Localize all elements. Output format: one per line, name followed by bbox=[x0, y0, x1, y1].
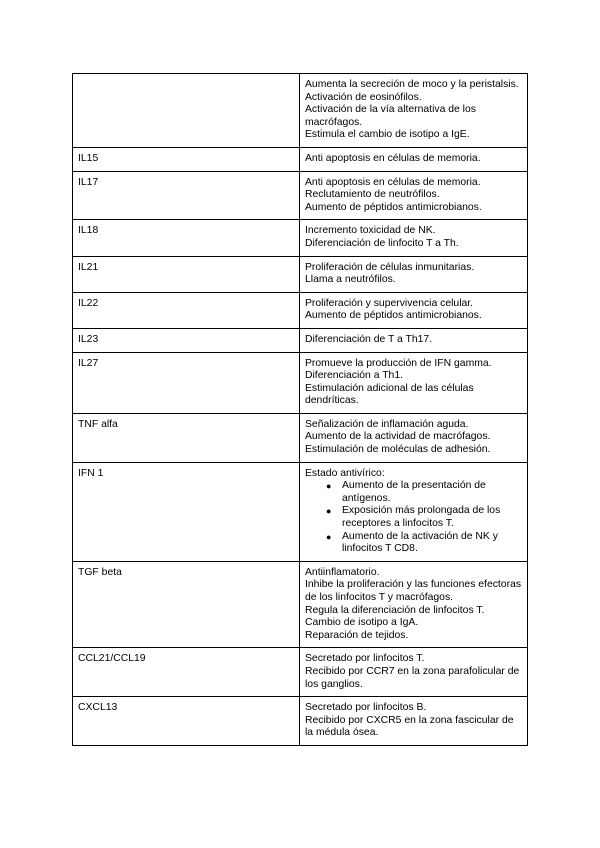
cytokine-function-cell bbox=[300, 352, 528, 413]
bullet-icon: ● bbox=[326, 506, 332, 517]
table-row bbox=[73, 352, 528, 413]
cytokine-function-cell bbox=[300, 171, 528, 220]
cytokine-name-cell: TGF beta bbox=[73, 561, 300, 648]
cytokine-function-cell bbox=[300, 462, 528, 561]
cytokine-function-cell bbox=[300, 561, 528, 648]
cytokine-name-cell: IL23 bbox=[73, 328, 300, 352]
list-item bbox=[326, 530, 523, 556]
function-line: Cambio de isotipo a IgA. bbox=[305, 617, 419, 629]
cytokine-function-cell bbox=[300, 147, 528, 171]
bullet-text: Aumento de la activación de NK y linfocitos T CD8. bbox=[342, 530, 498, 555]
function-line: Secretado por linfocitos T. bbox=[305, 653, 425, 665]
cytokine-name-cell: IL15 bbox=[73, 147, 300, 171]
table-row bbox=[73, 462, 528, 561]
function-line: Reparación de tejidos. bbox=[305, 629, 409, 641]
function-line: Inhibe la proliferación y las funciones efectoras de los linfocitos T y macrófagos. bbox=[305, 579, 522, 603]
bullet-icon: ● bbox=[326, 531, 332, 542]
bullet-list bbox=[305, 480, 523, 556]
function-line: Diferenciación a Th1. bbox=[305, 370, 403, 382]
function-line: Proliferación de células inmunitarias. bbox=[305, 261, 475, 273]
cytokine-function-cell bbox=[300, 292, 528, 328]
function-line: Señalización de inflamación aguda. bbox=[305, 418, 469, 430]
function-line: Promueve la producción de IFN gamma. bbox=[305, 357, 492, 369]
bullet-text: Exposición más prolongada de los receptores a linfocitos T. bbox=[342, 505, 501, 530]
table-row bbox=[73, 561, 528, 648]
function-line: Anti apoptosis en células de memoria. bbox=[305, 176, 481, 188]
table-row bbox=[73, 328, 528, 352]
function-line: Llama a neutrófilos. bbox=[305, 274, 396, 286]
cytokine-name-cell: CCL21/CCL19 bbox=[73, 648, 300, 697]
function-line: Aumento de péptidos antimicrobianos. bbox=[305, 310, 482, 322]
function-line: Anti apoptosis en células de memoria. bbox=[305, 152, 481, 164]
function-line: Regula la diferenciación de linfocitos T. bbox=[305, 604, 485, 616]
cytokine-name-cell: IL22 bbox=[73, 292, 300, 328]
function-line: Antiinflamatorio. bbox=[305, 566, 380, 578]
cytokine-function-cell bbox=[300, 697, 528, 746]
cytokine-function-cell bbox=[300, 328, 528, 352]
function-line: Aumento de la actividad de macrófagos. bbox=[305, 431, 491, 443]
table-row bbox=[73, 256, 528, 292]
table-row bbox=[73, 220, 528, 256]
cytokine-name-cell: IL27 bbox=[73, 352, 300, 413]
function-line: Aumento de péptidos antimicrobianos. bbox=[305, 201, 482, 213]
cytokine-name-cell: IFN 1 bbox=[73, 462, 300, 561]
function-line: Activación de eosinófilos. bbox=[305, 91, 422, 103]
function-line: Estimulación de moléculas de adhesión. bbox=[305, 444, 491, 456]
function-line: Estimulación adicional de las células dendríticas. bbox=[305, 382, 474, 407]
table-row bbox=[73, 292, 528, 328]
function-line: Secretado por linfocitos B. bbox=[305, 702, 427, 714]
function-line: Estimula el cambio de isotipo a IgE. bbox=[305, 129, 470, 141]
function-line: Diferenciación de T a Th17. bbox=[305, 333, 433, 345]
cytokine-name-cell: IL17 bbox=[73, 171, 300, 220]
table-row bbox=[73, 171, 528, 220]
bullet-icon: ● bbox=[326, 481, 332, 492]
table-row bbox=[73, 413, 528, 462]
cytokine-function-cell bbox=[300, 256, 528, 292]
function-line: Reclutamiento de neutrófilos. bbox=[305, 189, 440, 201]
list-item bbox=[326, 505, 523, 530]
table-row bbox=[73, 648, 528, 697]
list-item bbox=[326, 480, 523, 505]
function-line: Recibido por CXCR5 en la zona fascicular de la médula ósea. bbox=[305, 714, 514, 739]
function-line: Recibido por CCR7 en la zona parafolicular de los ganglios. bbox=[305, 665, 520, 690]
cytokine-table bbox=[72, 73, 528, 746]
function-line: Incremento toxicidad de NK. bbox=[305, 225, 436, 237]
bullet-text: Aumento de la presentación de antígenos. bbox=[342, 480, 486, 504]
table-row bbox=[73, 74, 528, 148]
table-row bbox=[73, 697, 528, 746]
function-line: Aumenta la secreción de moco y la peristalsis. bbox=[305, 79, 519, 90]
cytokine-name-cell: CXCL13 bbox=[73, 697, 300, 746]
cytokine-name-cell: IL21 bbox=[73, 256, 300, 292]
cytokine-function-cell bbox=[300, 220, 528, 256]
function-line: Diferenciación de linfocito T a Th. bbox=[305, 237, 459, 249]
cytokine-function-cell bbox=[300, 648, 528, 697]
table-row bbox=[73, 147, 528, 171]
cytokine-name-cell bbox=[73, 74, 300, 148]
function-line: Activación de la vía alternativa de los macrófagos. bbox=[305, 104, 476, 128]
cytokine-function-cell bbox=[300, 413, 528, 462]
function-intro: Estado antivírico: bbox=[305, 467, 385, 479]
cytokine-function-cell bbox=[300, 74, 528, 148]
cytokine-name-cell: TNF alfa bbox=[73, 413, 300, 462]
cytokine-name-cell: IL18 bbox=[73, 220, 300, 256]
function-line: Proliferación y supervivencia celular. bbox=[305, 297, 474, 309]
